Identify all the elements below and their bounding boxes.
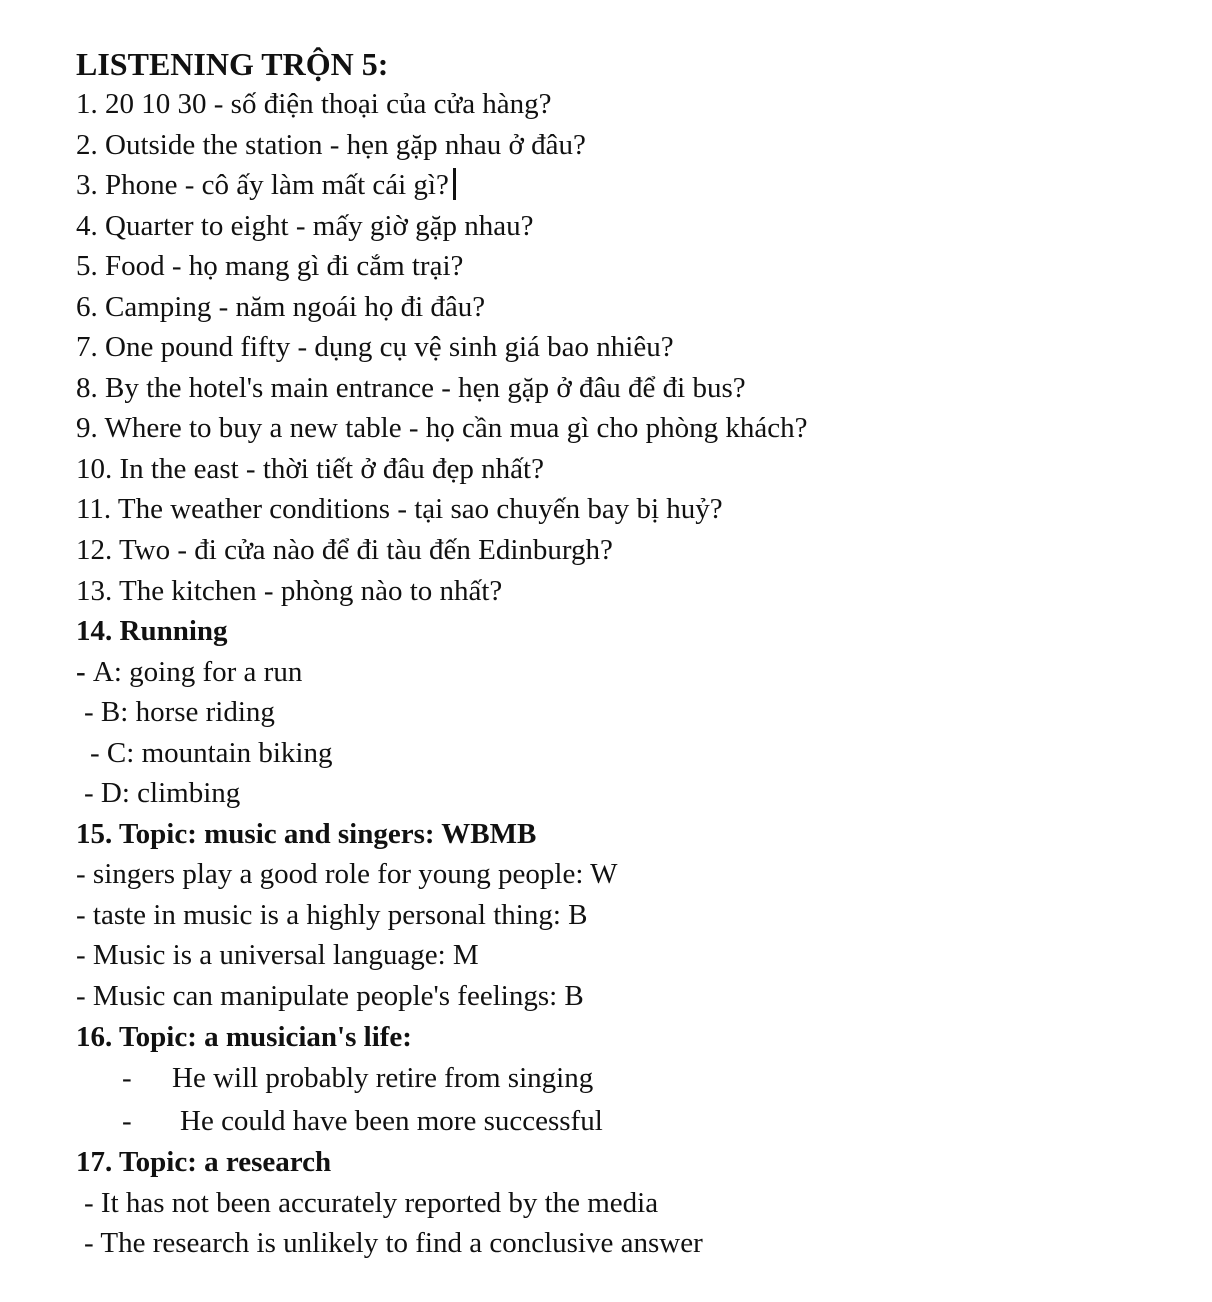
option-a bbox=[76, 652, 1176, 693]
option-dash: - bbox=[84, 696, 101, 729]
option-text: A: going for a run bbox=[92, 655, 303, 688]
list-item: 12. Two - đi cửa nào để đi tàu đến Edinburgh? bbox=[76, 534, 613, 567]
option-text: B: horse riding bbox=[100, 696, 275, 729]
option-dash: - bbox=[76, 655, 93, 688]
question-15-heading: 15. Topic: music and singers: WBMB bbox=[76, 817, 537, 850]
document-title: LISTENING TRỘN 5: bbox=[76, 46, 389, 82]
option-text: C: mountain biking bbox=[106, 736, 333, 769]
question-16-heading: 16. Topic: a musician's life: bbox=[76, 1020, 412, 1053]
list-item: 7. One pound fifty - dụng cụ vệ sinh giá bao nhiêu? bbox=[76, 331, 674, 364]
list-item: - It has not been accurately reported by the media bbox=[84, 1186, 659, 1219]
list-item: 5. Food - họ mang gì đi cắm trại? bbox=[76, 250, 464, 283]
list-item: 11. The weather conditions - tại sao chuyến bay bị huỷ? bbox=[76, 493, 723, 526]
list-item: - taste in music is a highly personal thing: B bbox=[76, 898, 588, 931]
list-item: 1. 20 10 30 - số điện thoại của cửa hàng? bbox=[76, 88, 552, 120]
list-item: - singers play a good role for young people: W bbox=[76, 858, 618, 891]
option-b bbox=[76, 692, 1176, 733]
option-dash: - bbox=[90, 736, 107, 769]
list-item: 8. By the hotel's main entrance - hẹn gặp ở đâu để đi bus? bbox=[76, 371, 746, 404]
option-d bbox=[76, 773, 1176, 814]
bullet-item bbox=[76, 1057, 1176, 1100]
list-item: - Music can manipulate people's feelings: B bbox=[76, 980, 584, 1013]
list-item: 2. Outside the station - hẹn gặp nhau ở đâu? bbox=[76, 128, 586, 161]
question-17-heading: 17. Topic: a research bbox=[76, 1146, 332, 1179]
list-item: 10. In the east - thời tiết ở đâu đẹp nhất? bbox=[76, 452, 544, 485]
option-dash: - bbox=[84, 777, 101, 810]
list-item-text: 3. Phone - cô ấy làm mất cái gì? bbox=[76, 169, 449, 202]
list-item: - Music is a universal language: M bbox=[76, 939, 479, 972]
option-c bbox=[76, 733, 1176, 774]
list-item-with-cursor bbox=[76, 165, 1176, 206]
list-item: 13. The kitchen - phòng nào to nhất? bbox=[76, 574, 503, 607]
bullet-item bbox=[76, 1100, 1176, 1143]
bullet-text: He will probably retire from singing bbox=[172, 1062, 594, 1095]
list-item: 9. Where to buy a new table - họ cần mua gì cho phòng khách? bbox=[76, 412, 808, 445]
list-item: 4. Quarter to eight - mấy giờ gặp nhau? bbox=[76, 209, 534, 242]
bullet-dash: - bbox=[122, 1062, 132, 1095]
bullet-text: He could have been more successful bbox=[180, 1104, 603, 1137]
option-text: D: climbing bbox=[100, 777, 241, 810]
list-item: - The research is unlikely to find a conclusive answer bbox=[84, 1227, 703, 1260]
list-item: 6. Camping - năm ngoái họ đi đâu? bbox=[76, 290, 486, 323]
text-cursor bbox=[453, 168, 456, 200]
bullet-dash: - bbox=[122, 1104, 132, 1137]
document-body[interactable] bbox=[76, 42, 1176, 1264]
question-14-heading: 14. Running bbox=[76, 615, 228, 648]
